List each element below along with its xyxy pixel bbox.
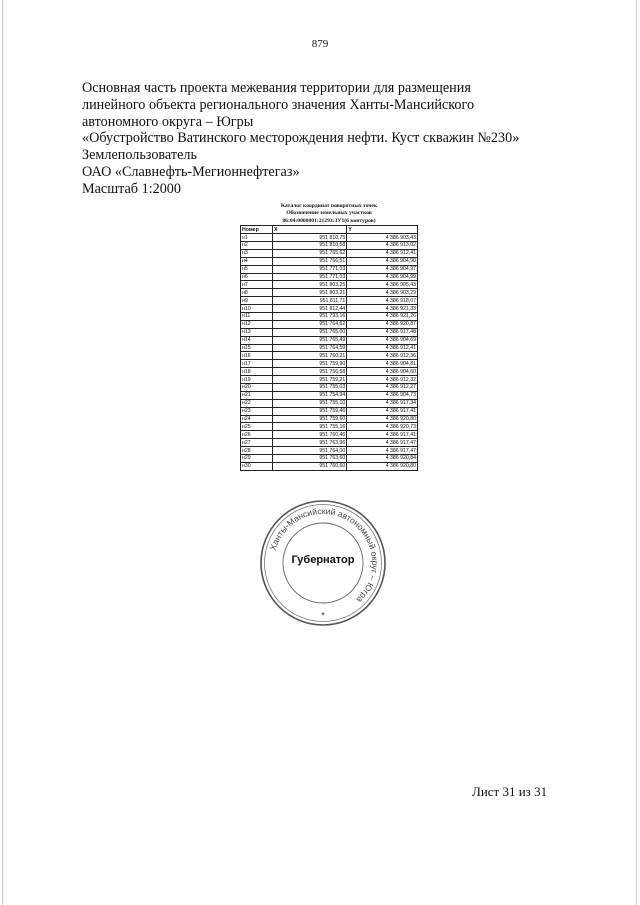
table-row xyxy=(241,447,418,455)
table-row xyxy=(241,439,418,447)
y-coordinate-cell: 4 386 920,80 xyxy=(347,462,418,470)
x-coordinate-cell: 951 810,58 xyxy=(272,242,346,250)
point-id-cell: н5 xyxy=(241,265,273,273)
coordinate-catalog xyxy=(240,203,418,471)
table-row xyxy=(241,281,418,289)
y-coordinate-cell: 4 386 912,41 xyxy=(347,249,418,257)
x-coordinate-cell: 951 766,51 xyxy=(272,257,346,265)
y-coordinate-cell: 4 386 912,27 xyxy=(347,384,418,392)
page-number: 879 xyxy=(311,38,329,50)
coordinate-table xyxy=(240,225,418,471)
y-coordinate-cell: 4 386 920,84 xyxy=(347,455,418,463)
point-id-cell: н24 xyxy=(241,415,273,423)
point-id-cell: н8 xyxy=(241,289,273,297)
point-id-cell: н21 xyxy=(241,391,273,399)
point-id-cell: н7 xyxy=(241,281,273,289)
y-coordinate-cell: 4 386 917,34 xyxy=(347,399,418,407)
catalog-title-line: 86:04:0000001:21293:ЗУ1(6 контуров) xyxy=(282,217,376,224)
column-header-x: X xyxy=(272,226,346,234)
x-coordinate-cell: 951 811,71 xyxy=(272,297,346,305)
table-row xyxy=(241,242,418,250)
header-line: Землепользователь xyxy=(82,147,197,164)
catalog-title-line: Обозначение земельных участков xyxy=(286,210,372,217)
table-row xyxy=(241,360,418,368)
header-line: «Обустройство Ватинского месторождения нефти. Куст скважин №230» xyxy=(82,130,520,147)
x-coordinate-cell: 951 771,03 xyxy=(272,265,346,273)
x-coordinate-cell: 951 793,16 xyxy=(272,313,346,321)
table-row xyxy=(241,336,418,344)
y-coordinate-cell: 4 386 905,43 xyxy=(347,281,418,289)
point-id-cell: н19 xyxy=(241,376,273,384)
x-coordinate-cell: 951 765,49 xyxy=(272,336,346,344)
table-row xyxy=(241,289,418,297)
point-id-cell: н18 xyxy=(241,368,273,376)
table-row xyxy=(241,257,418,265)
column-header-y: Y xyxy=(347,226,418,234)
x-coordinate-cell: 951 754,94 xyxy=(272,391,346,399)
governor-seal xyxy=(258,498,388,628)
seal-title: Губернатор xyxy=(291,554,355,566)
table-row xyxy=(241,328,418,336)
scan-edge-left xyxy=(2,0,3,905)
table-row xyxy=(241,384,418,392)
sheet-number: Лист 31 из 31 xyxy=(472,784,548,799)
y-coordinate-cell: 4 386 918,07 xyxy=(347,297,418,305)
point-id-cell: н2 xyxy=(241,242,273,250)
seal-star-icon: ✦ xyxy=(320,612,326,618)
table-row xyxy=(241,415,418,423)
point-id-cell: н17 xyxy=(241,360,273,368)
point-id-cell: н4 xyxy=(241,257,273,265)
table-row xyxy=(241,234,418,242)
y-coordinate-cell: 4 386 917,47 xyxy=(347,439,418,447)
header-line: линейного объекта регионального значения Ханты-Мансийского xyxy=(82,96,475,113)
point-id-cell: н3 xyxy=(241,249,273,257)
point-id-cell: н30 xyxy=(241,462,273,470)
y-coordinate-cell: 4 386 904,69 xyxy=(347,336,418,344)
header-line: ОАО «Славнефть-Мегионнефтегаз» xyxy=(82,163,300,180)
header-line: Масштаб 1:2000 xyxy=(82,180,181,197)
y-coordinate-cell: 4 386 903,29 xyxy=(347,289,418,297)
point-id-cell: н22 xyxy=(241,399,273,407)
document-header xyxy=(82,80,582,198)
y-coordinate-cell: 4 386 904,97 xyxy=(347,265,418,273)
table-row xyxy=(241,305,418,313)
y-coordinate-cell: 4 386 904,90 xyxy=(347,257,418,265)
x-coordinate-cell: 951 760,21 xyxy=(272,352,346,360)
y-coordinate-cell: 4 386 912,41 xyxy=(347,344,418,352)
x-coordinate-cell: 951 764,62 xyxy=(272,320,346,328)
table-row xyxy=(241,407,418,415)
x-coordinate-cell: 951 755,10 xyxy=(272,399,346,407)
point-id-cell: н13 xyxy=(241,328,273,336)
table-row xyxy=(241,391,418,399)
point-id-cell: н16 xyxy=(241,352,273,360)
x-coordinate-cell: 951 765,00 xyxy=(272,328,346,336)
y-coordinate-cell: 4 386 904,73 xyxy=(347,391,418,399)
point-id-cell: н27 xyxy=(241,439,273,447)
point-id-cell: н6 xyxy=(241,273,273,281)
x-coordinate-cell: 951 760,60 xyxy=(272,462,346,470)
y-coordinate-cell: 4 386 917,41 xyxy=(347,407,418,415)
x-coordinate-cell: 951 759,60 xyxy=(272,415,346,423)
x-coordinate-cell: 951 763,96 xyxy=(272,439,346,447)
point-id-cell: н20 xyxy=(241,384,273,392)
x-coordinate-cell: 951 760,46 xyxy=(272,431,346,439)
point-id-cell: н15 xyxy=(241,344,273,352)
table-header-row xyxy=(241,226,418,234)
table-row xyxy=(241,376,418,384)
y-coordinate-cell: 4 386 921,33 xyxy=(347,305,418,313)
y-coordinate-cell: 4 386 917,48 xyxy=(347,328,418,336)
table-row xyxy=(241,462,418,470)
y-coordinate-cell: 4 386 921,26 xyxy=(347,313,418,321)
point-id-cell: н26 xyxy=(241,431,273,439)
x-coordinate-cell: 951 764,59 xyxy=(272,344,346,352)
x-coordinate-cell: 951 810,75 xyxy=(272,234,346,242)
y-coordinate-cell: 4 386 913,02 xyxy=(347,242,418,250)
catalog-heading xyxy=(240,203,418,225)
x-coordinate-cell: 951 755,16 xyxy=(272,423,346,431)
x-coordinate-cell: 951 759,46 xyxy=(272,407,346,415)
x-coordinate-cell: 951 759,21 xyxy=(272,376,346,384)
point-id-cell: н14 xyxy=(241,336,273,344)
point-id-cell: н1 xyxy=(241,234,273,242)
y-coordinate-cell: 4 386 912,32 xyxy=(347,376,418,384)
y-coordinate-cell: 4 386 917,41 xyxy=(347,431,418,439)
x-coordinate-cell: 951 771,03 xyxy=(272,273,346,281)
x-coordinate-cell: 951 764,00 xyxy=(272,447,346,455)
point-id-cell: н10 xyxy=(241,305,273,313)
point-id-cell: н25 xyxy=(241,423,273,431)
table-row xyxy=(241,249,418,257)
scan-edge-right xyxy=(636,0,637,905)
coordinate-table-body xyxy=(241,234,418,471)
table-row xyxy=(241,352,418,360)
y-coordinate-cell: 4 386 904,60 xyxy=(347,368,418,376)
table-row xyxy=(241,313,418,321)
x-coordinate-cell: 951 756,58 xyxy=(272,368,346,376)
table-row xyxy=(241,344,418,352)
header-line: Основная часть проекта межевания территории для размещения xyxy=(82,80,471,96)
point-id-cell: н9 xyxy=(241,297,273,305)
seal-ring-path: Ханты-Мансийский автономный округ – Югра xyxy=(267,505,381,605)
x-coordinate-cell: 951 763,60 xyxy=(272,455,346,463)
y-coordinate-cell: 4 386 903,43 xyxy=(347,234,418,242)
point-id-cell: н12 xyxy=(241,320,273,328)
x-coordinate-cell: 951 803,21 xyxy=(272,289,346,297)
table-row xyxy=(241,265,418,273)
x-coordinate-cell: 951 812,44 xyxy=(272,305,346,313)
point-id-cell: н29 xyxy=(241,455,273,463)
point-id-cell: н28 xyxy=(241,447,273,455)
column-header-number: Номер xyxy=(241,226,273,234)
x-coordinate-cell: 951 755,03 xyxy=(272,384,346,392)
table-row xyxy=(241,399,418,407)
x-coordinate-cell: 951 803,25 xyxy=(272,281,346,289)
table-row xyxy=(241,297,418,305)
y-coordinate-cell: 4 386 920,73 xyxy=(347,423,418,431)
table-row xyxy=(241,320,418,328)
table-row xyxy=(241,423,418,431)
y-coordinate-cell: 4 386 920,87 xyxy=(347,320,418,328)
y-coordinate-cell: 4 386 904,81 xyxy=(347,360,418,368)
point-id-cell: н23 xyxy=(241,407,273,415)
x-coordinate-cell: 951 759,90 xyxy=(272,360,346,368)
y-coordinate-cell: 4 386 917,47 xyxy=(347,447,418,455)
y-coordinate-cell: 4 386 904,99 xyxy=(347,273,418,281)
y-coordinate-cell: 4 386 912,36 xyxy=(347,352,418,360)
catalog-title-line: Каталог координат поворотных точек xyxy=(280,203,378,209)
table-row xyxy=(241,368,418,376)
table-row xyxy=(241,273,418,281)
header-line: автономного округа – Югры xyxy=(82,113,254,130)
x-coordinate-cell: 951 765,62 xyxy=(272,249,346,257)
table-row xyxy=(241,431,418,439)
point-id-cell: н11 xyxy=(241,313,273,321)
y-coordinate-cell: 4 386 920,80 xyxy=(347,415,418,423)
table-row xyxy=(241,455,418,463)
